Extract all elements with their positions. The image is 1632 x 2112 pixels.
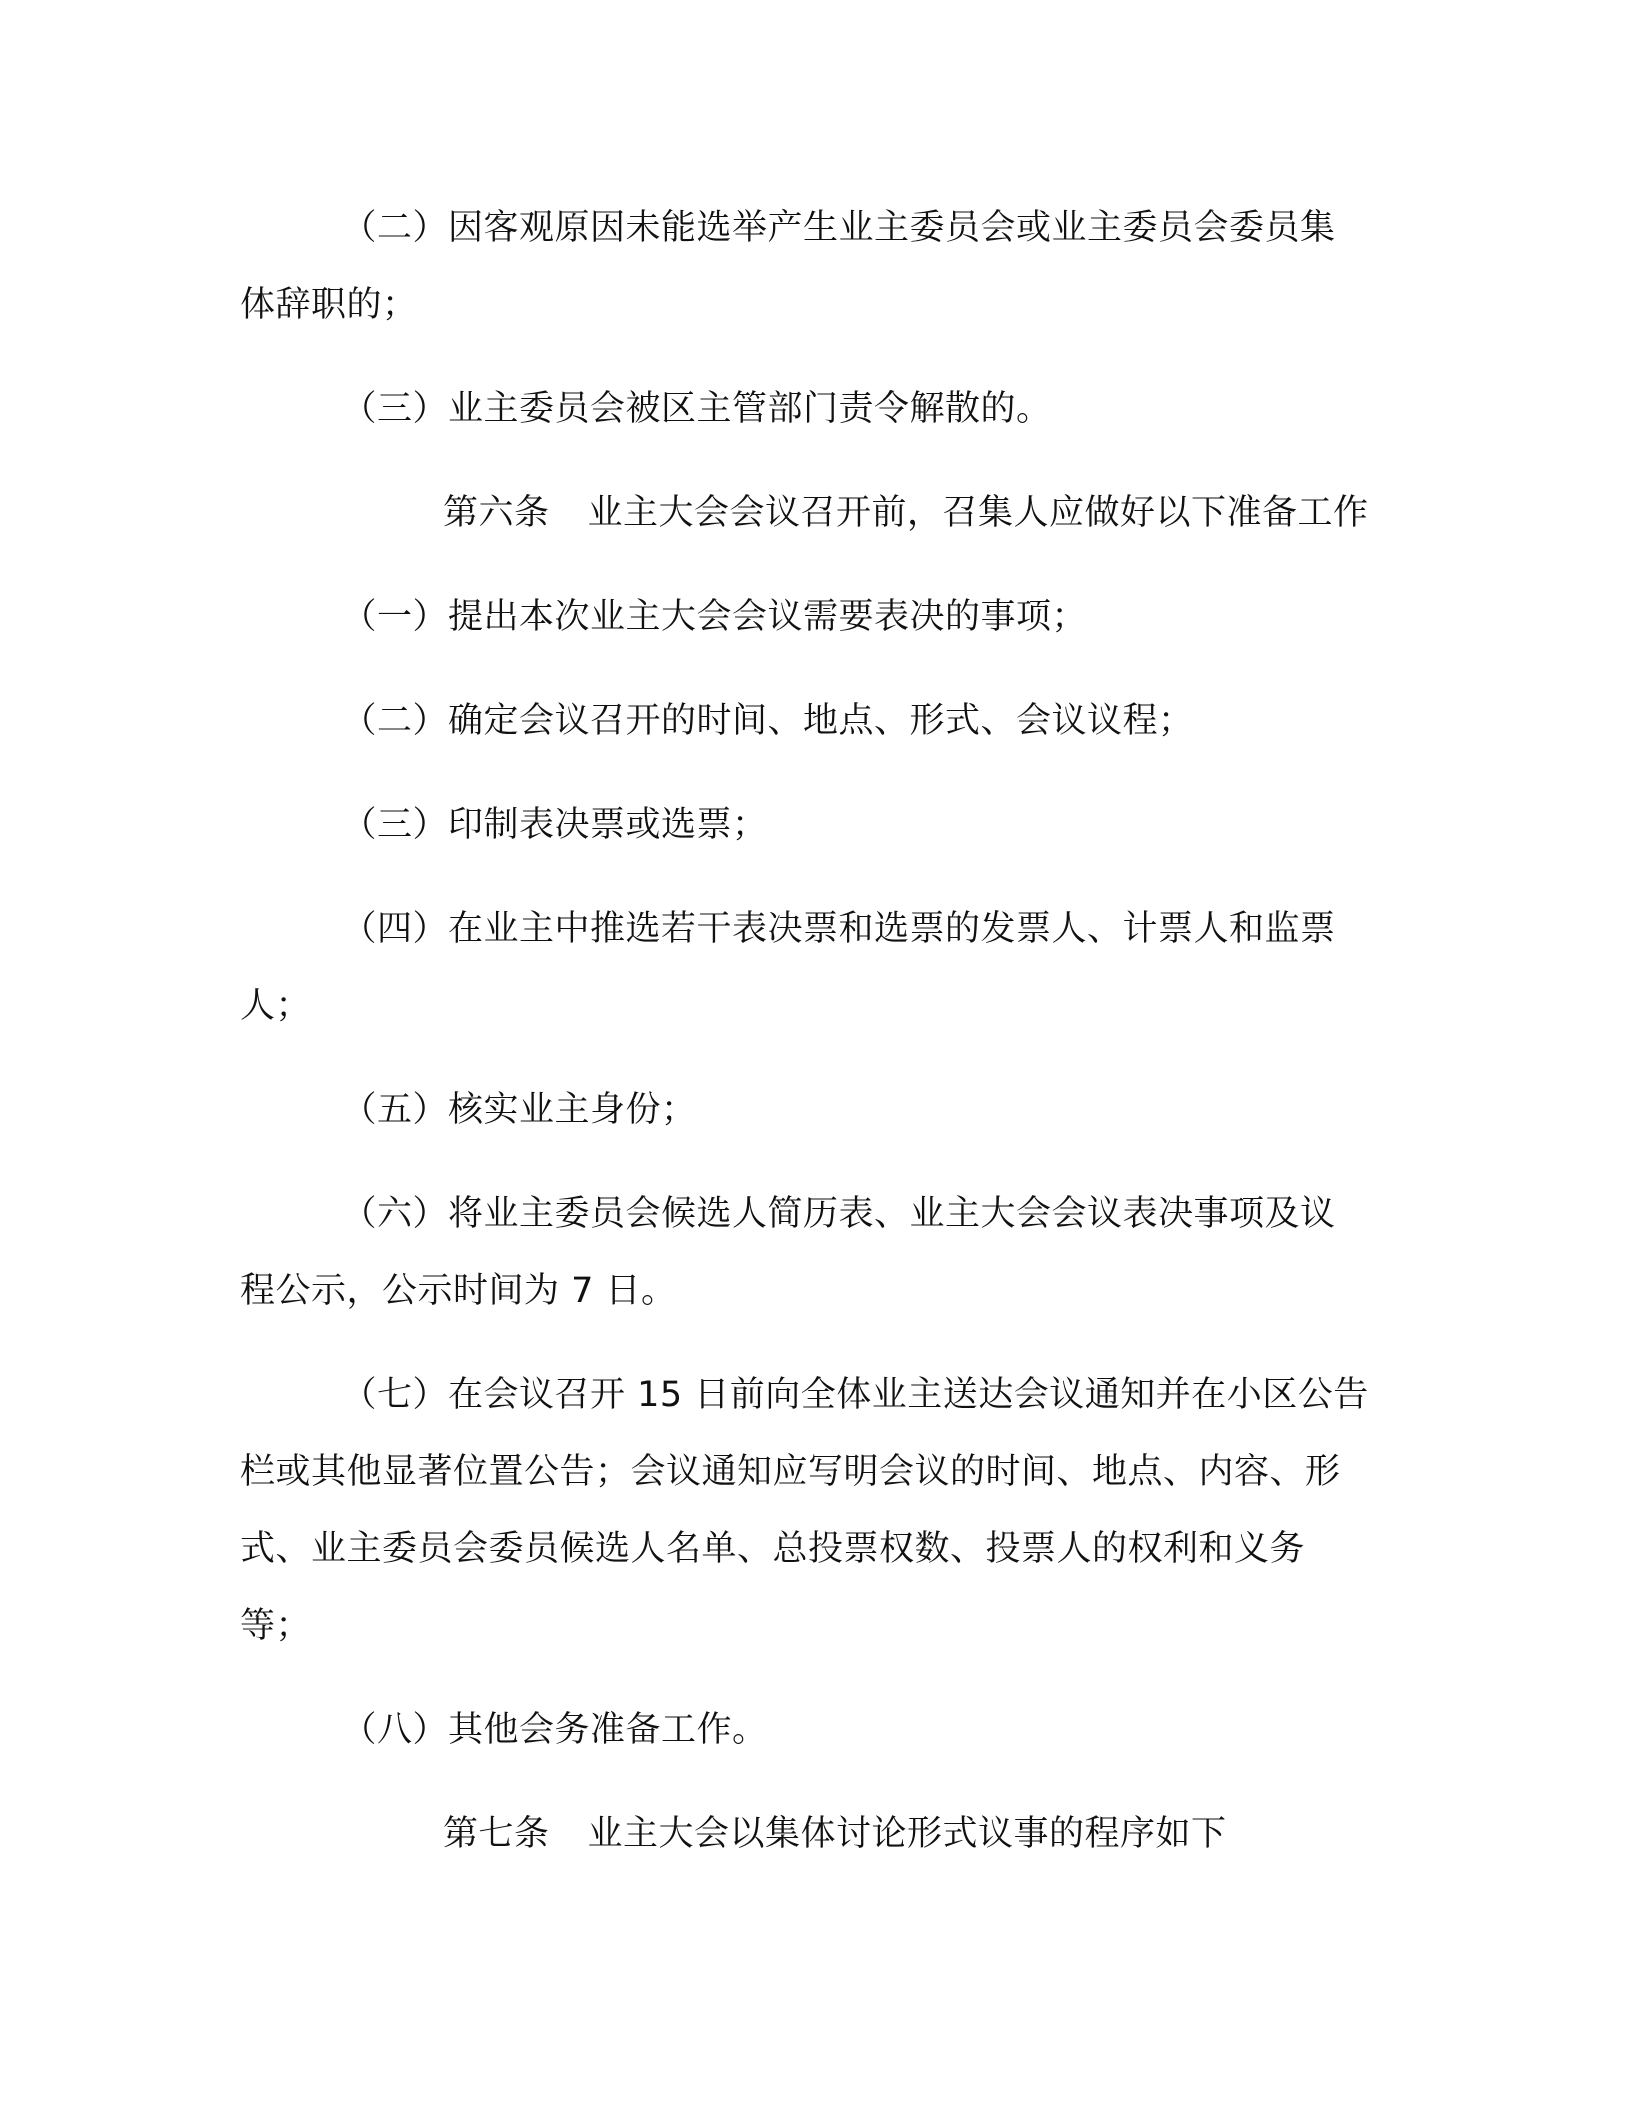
clause-item: （二）确定会议召开的时间、地点、形式、会议议程； — [341, 701, 1194, 741]
article-heading-text: 业主大会会议召开前，召集人应做好以下准备工作 — [587, 493, 1369, 533]
article-number: 第六条 — [443, 493, 550, 533]
article-heading-text: 业主大会以集体讨论形式议事的程序如下 — [587, 1814, 1227, 1854]
clause-item: （二）因客观原因未能选举产生业主委员会或业主委员会委员集体辞职的； — [240, 208, 1336, 325]
document-body — [240, 190, 1370, 1873]
article-heading — [240, 1796, 1370, 1873]
clause-item: （四）在业主中推选若干表决票和选票的发票人、计票人和监票人； — [240, 909, 1336, 1026]
article-heading — [240, 475, 1370, 552]
clause-item: （三）印制表决票或选票； — [341, 805, 768, 845]
clause-item: （七）在会议召开 15 日前向全体业主送达会议通知并在小区公告栏或其他显著位置公告；会议通知应写明会议的时间、地点、内容、形式、业主委员会委员候选人名单、总投票权数、投票人的权利和义务等； — [240, 1375, 1369, 1646]
clause-item: （五）核实业主身份； — [341, 1090, 697, 1130]
clause-item: （三）业主委员会被区主管部门责令解散的。 — [341, 389, 1052, 429]
article-number: 第七条 — [443, 1814, 550, 1854]
clause-item: （一）提出本次业主大会会议需要表决的事项； — [341, 597, 1088, 637]
clause-item: （八）其他会务准备工作。 — [341, 1710, 768, 1750]
clause-item: （六）将业主委员会候选人简历表、业主大会会议表决事项及议程公示，公示时间为 7 日。 — [240, 1194, 1336, 1311]
